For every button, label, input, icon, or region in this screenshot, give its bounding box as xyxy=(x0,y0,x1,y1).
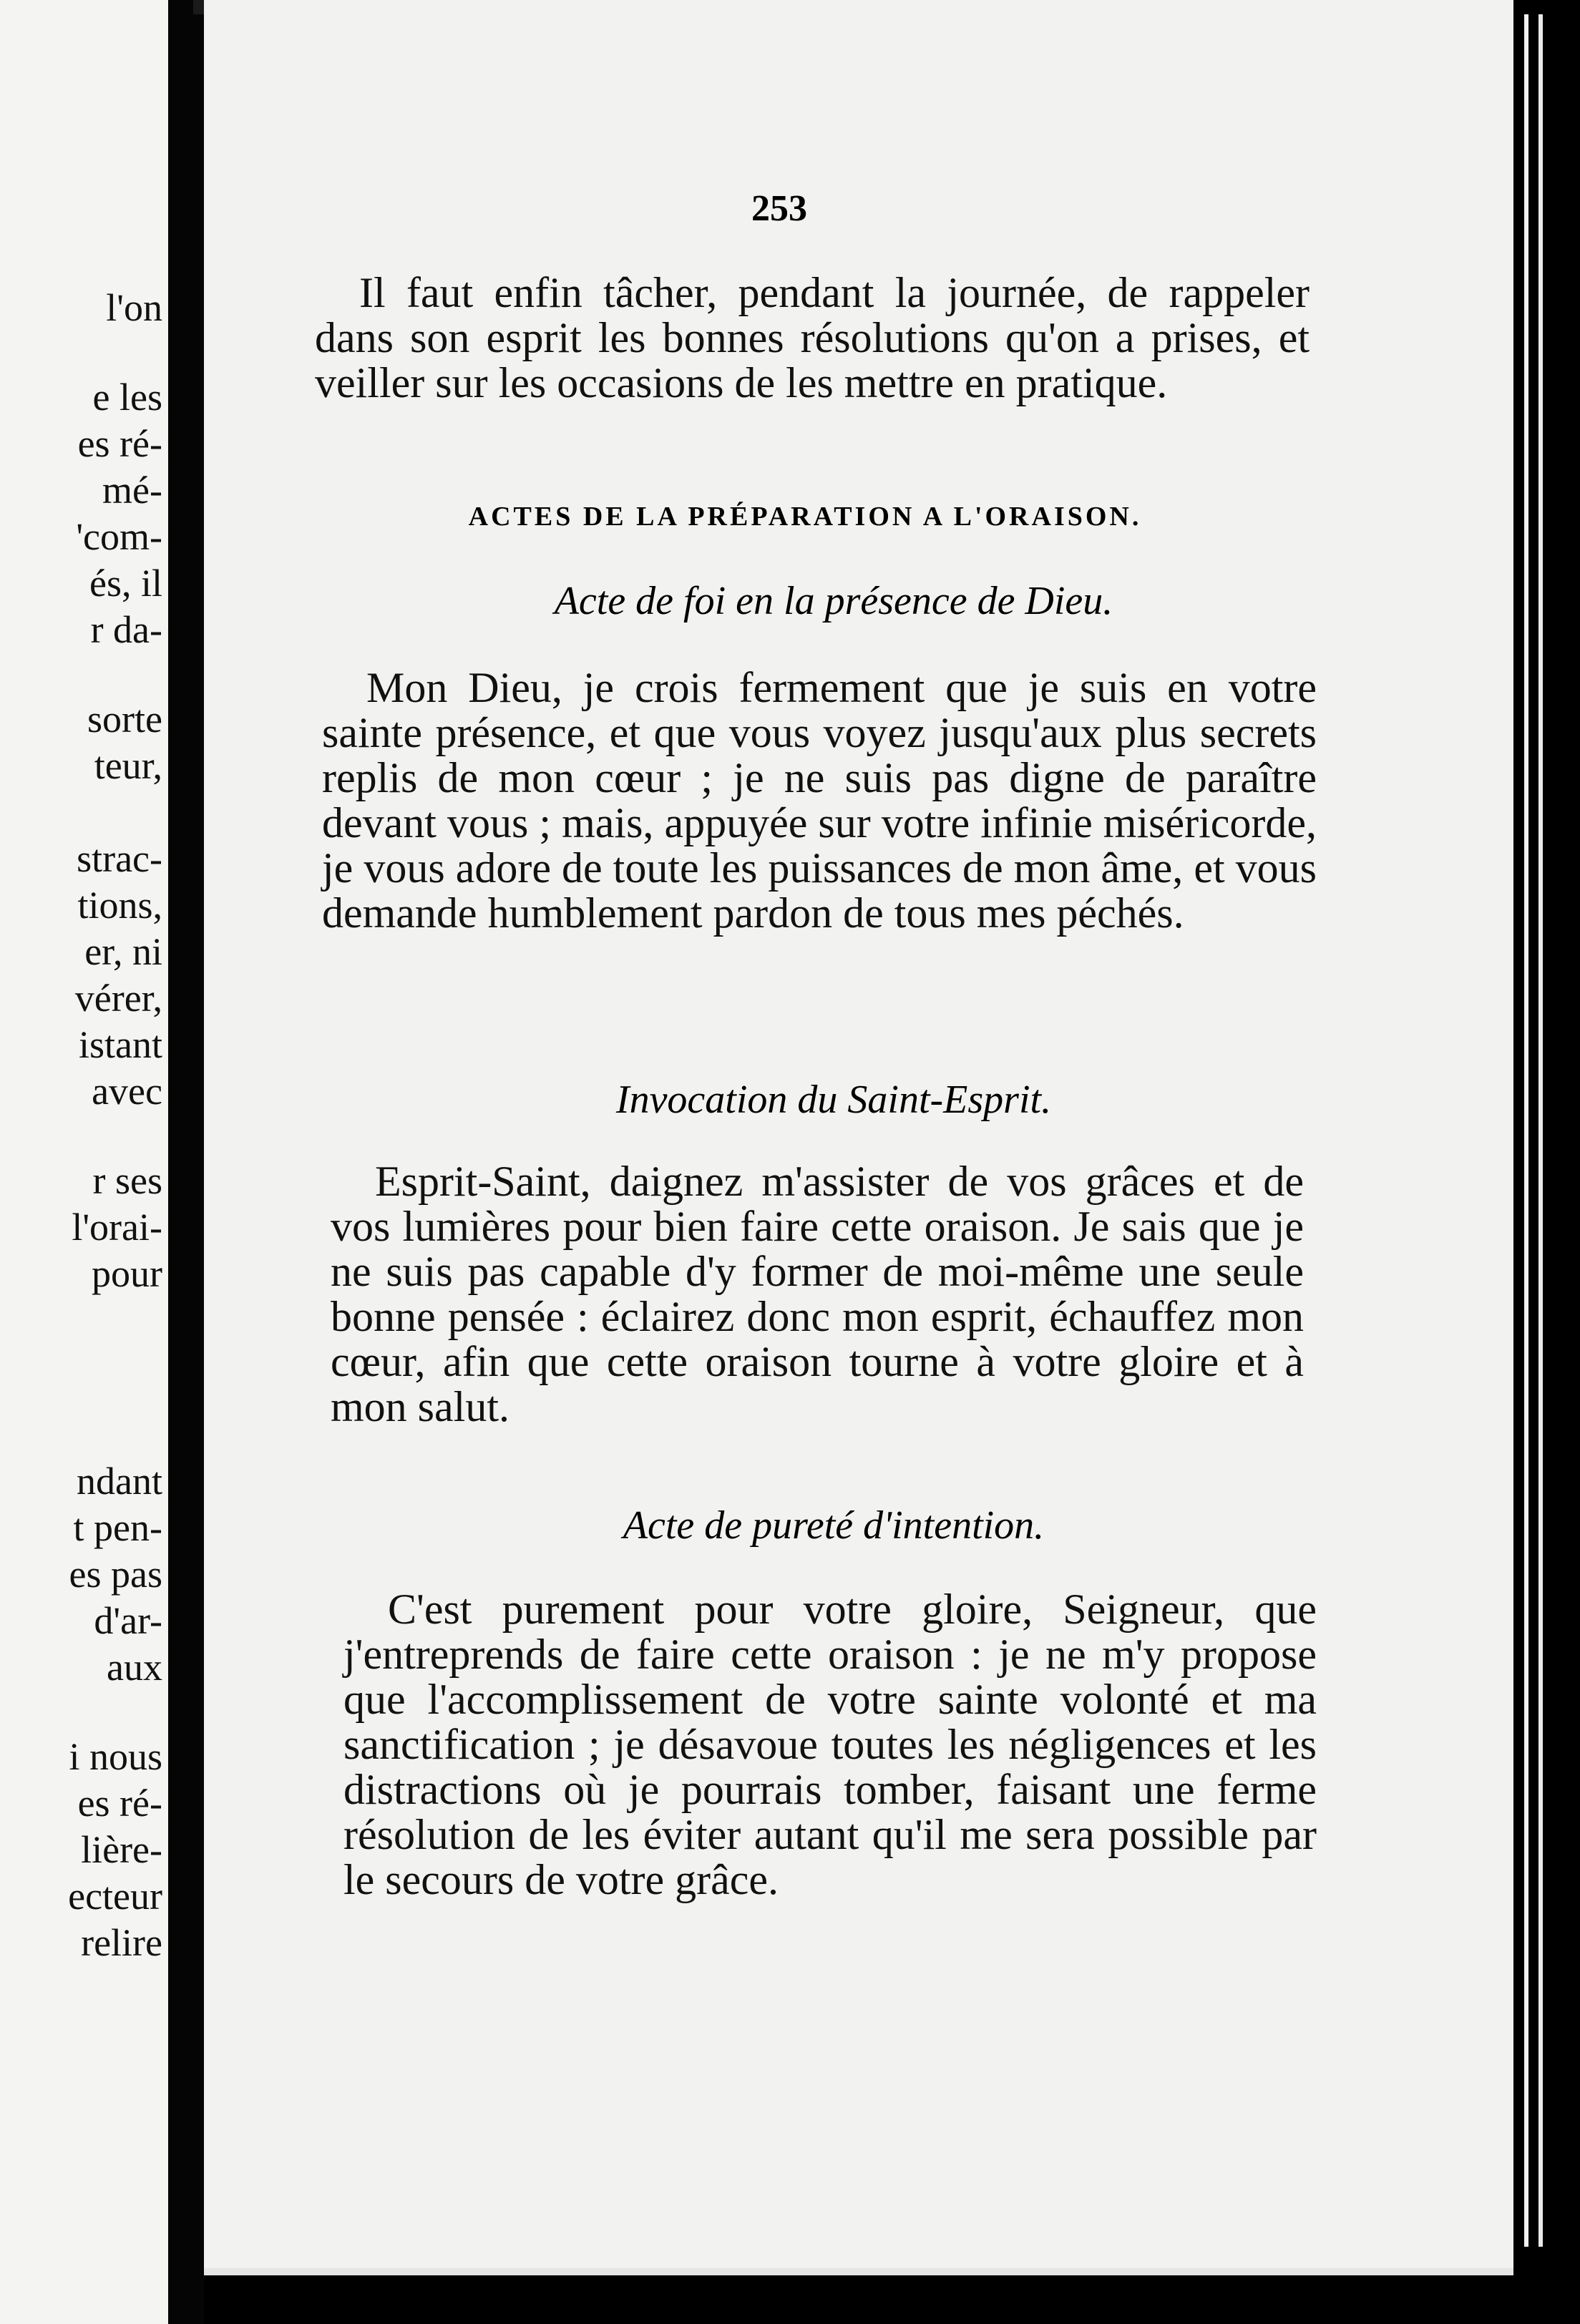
left-fragment: sorte xyxy=(87,698,162,741)
left-fragment: tions, xyxy=(77,884,162,927)
left-fragment: teur, xyxy=(94,744,162,787)
section-invocation-text: Esprit-Saint, daignez m'assister de vos grâces et de vos lumières pour bien faire cette oraison. Je sais que je ne suis pas capable d'y former de moi-même une seule bonne pensée : éclairez donc mon esprit, échauffez mon cœur, afin que cette oraison tourne à votre gloire et à mon salut. xyxy=(331,1158,1304,1430)
left-fragment: relire xyxy=(81,1921,162,1964)
intro-paragraph-block xyxy=(315,270,1310,406)
section-title-invocation: Invocation du Saint-Esprit. xyxy=(615,1078,1052,1122)
left-fragment: r ses xyxy=(92,1159,162,1202)
book-gutter xyxy=(168,0,204,2324)
left-fragment: l'orai- xyxy=(72,1206,162,1249)
left-fragment: t pen- xyxy=(73,1506,162,1549)
page-bottom-edge xyxy=(204,2268,1513,2275)
left-fragment: avec xyxy=(92,1070,162,1113)
page-edge-line xyxy=(1524,14,1528,2247)
left-fragment: mé- xyxy=(102,469,162,512)
right-page-edge xyxy=(1513,0,1580,2324)
section-title-foi: Acte de foi en la présence de Dieu. xyxy=(554,579,1113,623)
page-edge-line xyxy=(1538,14,1543,2247)
left-fragment: 'com- xyxy=(76,515,162,558)
section-foi-block xyxy=(322,665,1317,936)
left-fragment: lière- xyxy=(81,1828,162,1871)
left-fragment: ecteur xyxy=(68,1875,162,1918)
left-fragment: strac- xyxy=(77,837,162,880)
left-page-edge xyxy=(0,0,168,2324)
left-fragment: e les xyxy=(92,376,162,419)
left-fragment: es ré- xyxy=(77,1782,162,1825)
section-purete-block xyxy=(343,1587,1317,1903)
left-fragment: l'on xyxy=(106,286,162,329)
page-number: 253 xyxy=(751,188,807,229)
left-fragment: ndant xyxy=(77,1460,162,1503)
section-heading: ACTES DE LA PRÉPARATION A L'ORAISON. xyxy=(468,502,1142,532)
left-fragment: r da- xyxy=(90,608,162,651)
section-invocation-block xyxy=(331,1159,1304,1430)
left-fragment: er, ni xyxy=(84,930,162,973)
left-fragment: vérer, xyxy=(74,977,162,1020)
intro-paragraph: Il faut enfin tâcher, pendant la journée, de rappeler dans son esprit les bonnes résolutions qu'on a prises, et veiller sur les occasions de les mettre en pratique. xyxy=(315,269,1310,406)
left-fragment: i nous xyxy=(69,1735,162,1778)
section-purete-text: C'est purement pour votre gloire, Seigneur, que j'entreprends de faire cette oraison : je ne m'y propose que l'accomplissement de votre sainte volonté et ma sanctification ; je désavoue toutes les négligences et les distractions où je pourrais tomber, faisant une ferme résolution de les éviter autant qu'il me sera possible par le secours de votre grâce. xyxy=(343,1586,1317,1903)
left-fragment: d'ar- xyxy=(94,1599,162,1642)
section-title-purete: Acte de pureté d'intention. xyxy=(623,1503,1045,1548)
left-fragment: istant xyxy=(79,1023,162,1066)
left-fragment: és, il xyxy=(89,562,162,605)
left-fragment: aux xyxy=(107,1646,162,1689)
section-foi-text: Mon Dieu, je crois fermement que je suis en votre sainte présence, et que vous voyez jusqu'aux plus secrets replis de mon cœur ; je ne suis pas digne de paraître devant vous ; mais, appuyée sur votre infinie miséricorde, je vous adore de toute les puissances de mon âme, et vous demande humblement pardon de tous mes péchés. xyxy=(322,664,1317,937)
left-fragment: pour xyxy=(92,1252,162,1295)
left-fragment: es pas xyxy=(69,1553,162,1596)
left-fragment: es ré- xyxy=(77,422,162,465)
